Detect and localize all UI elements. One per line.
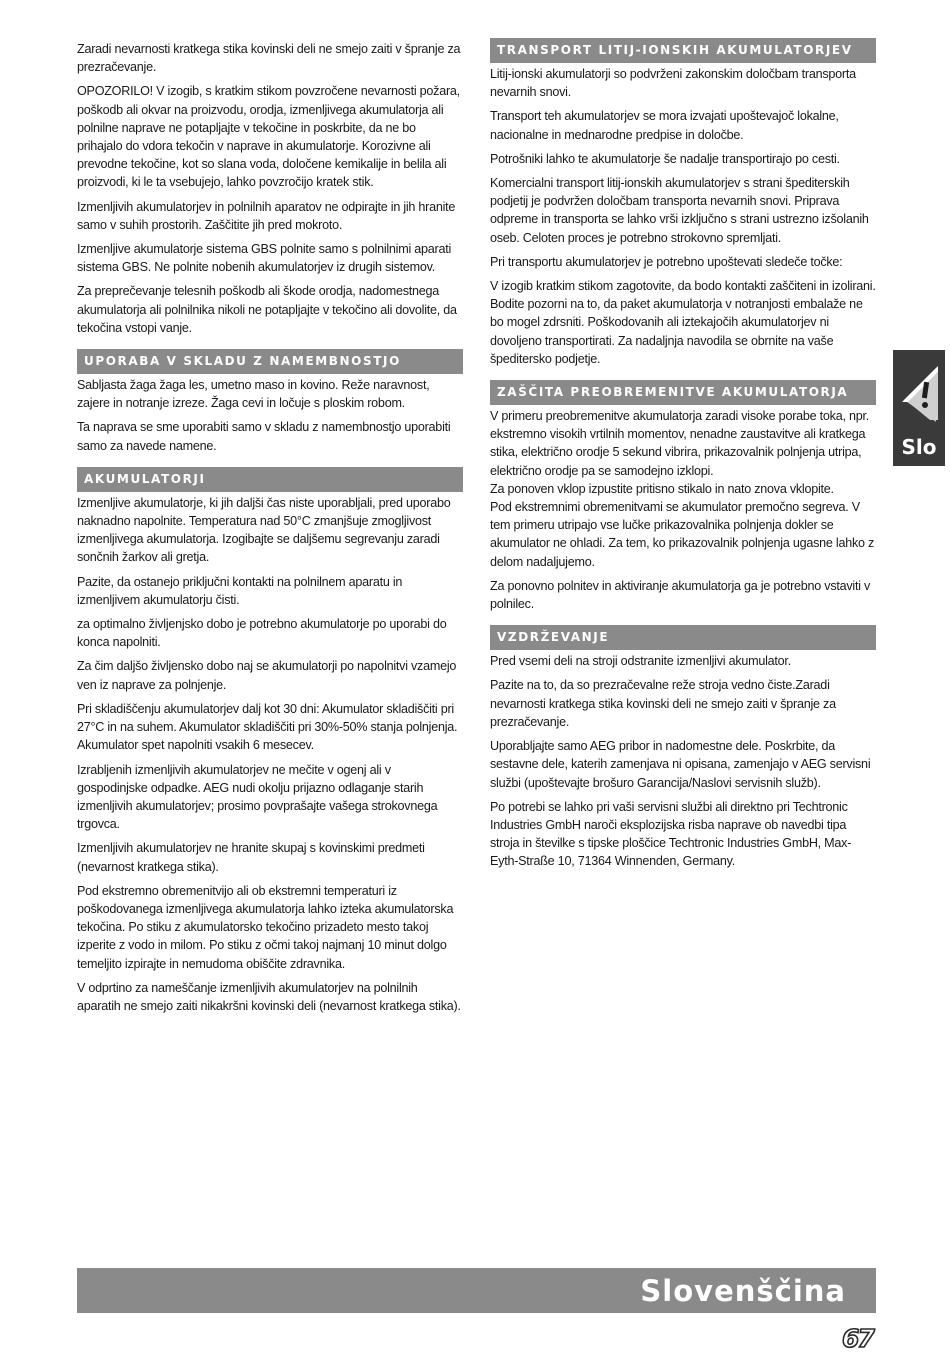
paragraph-vzdrzevanje-2: Pazite na to, da so prezračevalne reže stroja vedno čiste.Zaradi nevarnosti kratkega stika kovinski deli ne smejo zaiti v špranje za prezračevanje. — [490, 678, 836, 729]
paragraph-zascita-2: Za ponoven vklop izpustite pritisno stikalo in nato znova vklopite. — [490, 481, 834, 496]
paragraph-transport-1: Litij-ionski akumulatorji so podvrženi zakonskim določbam transporta nevarnih snovi. — [490, 67, 856, 100]
paragraph-transport-4: Komercialni transport litij-ionskih akumulatorjev s strani špediterskih podjetij je podvržen določbam transporta nevarnih snovi. Priprava odpreme in transporta se lahko vrši izključno s strani ustrezno izšolanih oseb. Celoten proces je potrebno strokovno spremljati. — [490, 176, 869, 245]
paragraph-akumulatorji-8: Pod ekstremno obremenitvijo ali ob ekstremni temperaturi iz poškodovanega izmenljivega akumulatorja lahko izteka akumulatorska tekočina. Po stiku z akumulatorsko tekočino prizadeto mesto takoj izperite z vodo in milom. Po stiku z očmi takoj najmanj 10 minut dolgo temeljito izpirajte in nemudoma obiščite zdravnika. — [77, 883, 454, 971]
paragraph-akumulatorji-1: Izmenljive akumulatorje, ki jih daljši čas niste uporabljali, pred uporabo naknadno napolnite. Temperatura nad 50°C zmanjšuje zmogljivost izmenljivega akumulatorja. Izogibajte se daljšemu segrevanju zaradi sončnih žarkov ali gretja. — [77, 495, 451, 565]
footer-language-bar — [77, 1268, 876, 1313]
paragraph-akumulatorji-6: Izrabljenih izmenljivih akumulatorjev ne mečite v ogenj ali v gospodinjske odpadke. AEG nudi okolju prijazno odlaganje starih izmenljivih akumulatorjev; prosimo povprašajte vašega strokovnega trgovca. — [77, 762, 438, 832]
paragraph-vent-warning: Zaradi nevarnosti kratkega stika kovinski deli ne smejo zaiti v špranje za prezračevanje. — [77, 42, 461, 75]
language-side-tab — [893, 350, 945, 466]
paragraph-transport-6: V izogib kratkim stikom zagotovite, da bodo kontakti zaščiteni in izolirani. Bodite pozorni na to, da paket akumulatorja v notranjosti embalaže ne bo mogel zdrsniti. Poškodovanih ali iztekajočih akumulatorjev ni dovoljeno transportirati. Za nadaljnja navodila se obrnite na vaše špeditersko podjetje. — [490, 279, 876, 366]
paragraph-uporaba-2: Ta naprava se sme uporabiti samo v skladu z namembnostjo uporabiti samo za navede namene. — [77, 420, 451, 453]
paragraph-dry-storage: Izmenljivih akumulatorjev in polnilnih aparatov ne odpirajte in jih hranite samo v suhih prostorih. Zaščitite jih pred mokroto. — [77, 199, 456, 232]
paragraph-warning: OPOZORILO! V izogib, s kratkim stikom povzročene nevarnosti požara, poškodb ali okvar na proizvodu, orodja, izmenljivega akumulatorja ali polnilne naprave ne potapljajte v tekočine in poskrbite, da ne bo prihajalo do vdora tekočin v naprave in akumulatorje. Korozivne ali prevodne tekočine, kot so slana voda, določene kemikalije in belila ali proizvodi, ki le ta vsebujejo, lahko povzročijo kratek stik. — [77, 84, 460, 190]
language-label: Slo — [901, 435, 937, 459]
paragraph-akumulatorji-5: Pri skladiščenju akumulatorjev dalj kot 30 dni: Akumulator skladiščiti pri 27°C in na suhem. Akumulator skladiščiti pri 30%-50% stanja polnjenja. Akumulator spet napolniti vsakih 6 mesecev. — [77, 701, 458, 753]
footer-language-title: Slovenščina — [640, 1274, 846, 1308]
section-heading-zascita: ZAŠČITA PREOBREMENITVE AKUMULATORJA — [490, 380, 876, 405]
page-number: 67 — [842, 1324, 873, 1353]
paragraph-akumulatorji-2: Pazite, da ostanejo priključni kontakti na polnilnem aparatu in izmenljivem akumulatorju čisti. — [77, 574, 403, 607]
paragraph-transport-2: Transport teh akumulatorjev se mora izvajati upoštevajoč lokalne, nacionalne in mednarodne predpise in določbe. — [490, 109, 839, 142]
left-column — [77, 40, 463, 1021]
paragraph-zascita-4: Za ponovno polnitev in aktiviranje akumulatorja ga je potrebno vstaviti v polnilec. — [490, 578, 871, 612]
paragraph-vzdrzevanje-3: Uporabljajte samo AEG pribor in nadomestne dele. Poskrbite, da sestavne dele, katerih zamenjava ni opisana, zamenjajo v AEG servisni službi (upoštevajte brošuro Garancija/Naslovi servisnih služb). — [490, 739, 871, 790]
right-column — [490, 40, 876, 877]
section-heading-uporaba: UPORABA V SKLADU Z NAMEMBNOSTJO — [77, 349, 463, 374]
warning-icon — [900, 362, 940, 422]
section-heading-transport: TRANSPORT LITIJ-IONSKIH AKUMULATORJEV — [490, 38, 876, 63]
paragraph-transport-3: Potrošniki lahko te akumulatorje še nadalje transportirajo po cesti. — [490, 151, 840, 166]
paragraph-transport-5: Pri transportu akumulatorjev je potrebno upoštevati sledeče točke: — [490, 254, 843, 269]
paragraph-gbs-charging: Izmenljive akumulatorje sistema GBS polnite samo s polnilnimi aparati sistema GBS. Ne polnite nobenih akumulatorjev iz drugih sistemov. — [77, 242, 452, 275]
paragraph-zascita-3: Pod ekstremnimi obremenitvami se akumulator premočno segreva. V tem primeru utripajo vse lučke prikazovalnika polnjenja dokler se akumulator ne ohladi. Za tem, ko prikazovalnik polnjenja ugasne lahko z delom nadaljujemo. — [490, 500, 875, 569]
paragraph-zascita-1: V primeru preobremenitve akumulatorja zaradi visoke porabe toka, npr. ekstremno visokih vrtilnih momentov, nenadne zaustavitve ali kratkega stika, električno orodje 5 sekund vibrira, prikazovalnik polnjenja utripa, električno orodje pa se samodejno izklopi. — [490, 409, 869, 478]
paragraph-akumulatorji-4: Za čim daljšo življensko dobo naj se akumulatorji po napolnitvi vzamejo ven iz naprave za polnjenje. — [77, 659, 457, 692]
section-heading-akumulatorji: AKUMULATORJI — [77, 467, 463, 492]
paragraph-akumulatorji-7: Izmenljivih akumulatorjev ne hranite skupaj s kovinskimi predmeti (nevarnost kratkega stika). — [77, 841, 425, 874]
paragraph-vzdrzevanje-1: Pred vsemi deli na stroji odstranite izmenljivi akumulator. — [490, 654, 791, 669]
paragraph-vzdrzevanje-4: Po potrebi se lahko pri vaši servisni službi ali direktno pri Techtronic Industries GmbH naroči eksplozijska risba naprave ob navedbi tipa stroja in številke s tipske ploščice Techtronic Industries GmbH, Max-Eyth-Straße 10, 71364 Winnenden, Germany. — [490, 799, 852, 869]
section-heading-vzdrzevanje: VZDRŽEVANJE — [490, 625, 876, 650]
paragraph-akumulatorji-9: V odprtino za nameščanje izmenljivih akumulatorjev na polnilnih aparatih ne smejo zaiti nikakršni kovinski deli (nevarnost kratkega stika). — [77, 980, 461, 1013]
paragraph-akumulatorji-3: za optimalno življenjsko dobo je potrebno akumulatorje po uporabi do konca napolniti. — [77, 617, 447, 650]
paragraph-uporaba-1: Sabljasta žaga žaga les, umetno maso in kovino. Reže naravnost, zajere in notranje izreze. Žaga cevi in ločuje s ploskim robom. — [77, 378, 430, 411]
paragraph-no-immersion: Za preprečevanje telesnih poškodb ali škode orodja, nadomestnega akumulatorja ali polnilnika nikoli ne potapljajte v tekočino ali dovolite, da tekočina vstopi vanje. — [77, 284, 457, 335]
